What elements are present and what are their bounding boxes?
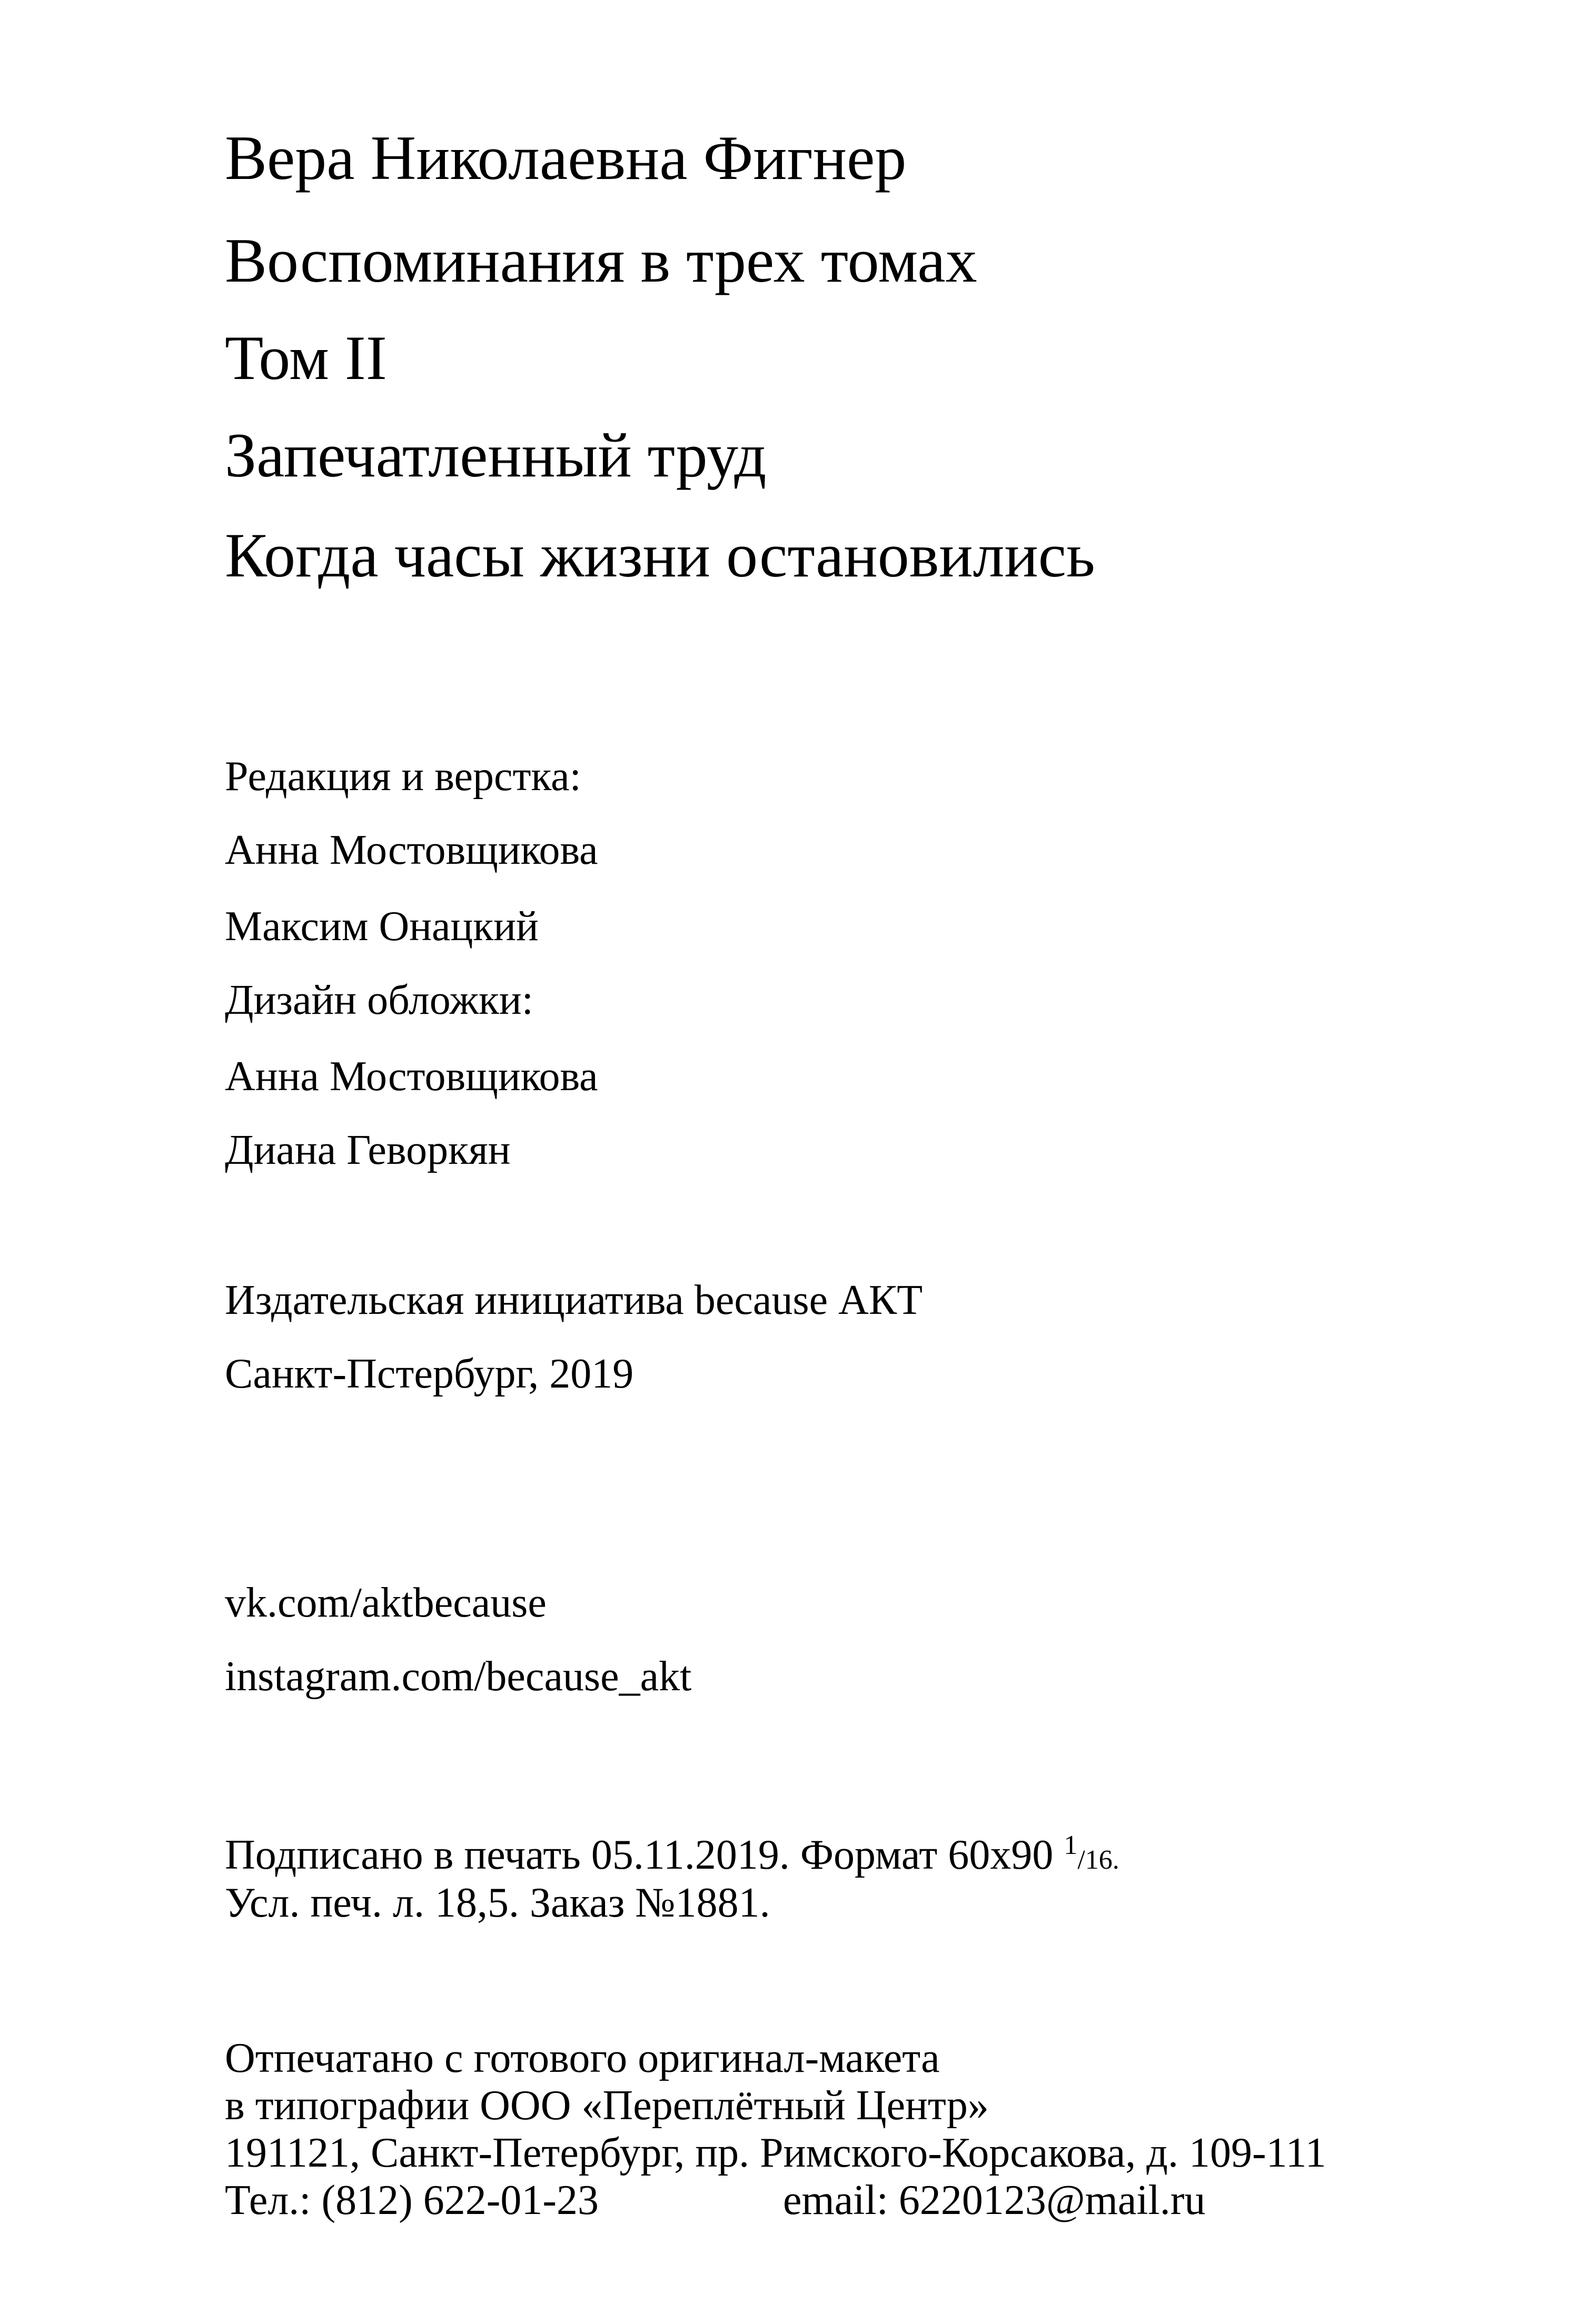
cover-designer-2: Диана Геворкян xyxy=(225,1127,511,1173)
editing-label: Редакция и верстка: xyxy=(225,753,581,800)
print-info-line-1 xyxy=(225,1832,1119,1876)
publisher-name: Издательская инициатива because АКТ xyxy=(225,1277,923,1323)
printer-line-2: в типографии ООО «Переплётный Центр» xyxy=(225,2082,989,2129)
cover-design-label: Дизайн обложки: xyxy=(225,977,533,1023)
format-fraction-denominator: /16. xyxy=(1077,1845,1119,1875)
printer-line-1: Отпечатано с готового оригинал-макета xyxy=(225,2035,940,2081)
printer-email: email: 6220123@mail.ru xyxy=(783,2177,1206,2223)
print-info-main: Подписано в печать 05.11.2019. Формат 60х90 xyxy=(225,1832,1054,1878)
editor-name-1: Анна Мостовщикова xyxy=(225,827,598,873)
author-name: Вера Николаевна Фигнер xyxy=(225,123,907,193)
printer-address: 191121, Санкт-Петербург, пр. Римского-Корсакова, д. 109-111 xyxy=(225,2130,1326,2176)
format-fraction-numerator: 1 xyxy=(1064,1830,1078,1860)
publisher-place-year: Санкт-Пстербург, 2019 xyxy=(225,1351,634,1397)
vk-link: vk.com/aktbecause xyxy=(225,1580,547,1626)
part-title-2: Когда часы жизни остановились xyxy=(225,520,1095,590)
editor-name-2: Максим Онацкий xyxy=(225,903,539,950)
volume-number: Том II xyxy=(225,323,387,393)
series-title: Воспоминания в трех томах xyxy=(225,225,977,295)
cover-designer-1: Анна Мостовщикова xyxy=(225,1053,598,1100)
print-info-line-2: Усл. печ. л. 18,5. Заказ №1881. xyxy=(225,1880,770,1926)
printer-phone: Тел.: (812) 622-01-23 xyxy=(225,2177,599,2223)
part-title-1: Запечатленный труд xyxy=(225,420,767,490)
instagram-link: instagram.com/because_akt xyxy=(225,1653,692,1700)
